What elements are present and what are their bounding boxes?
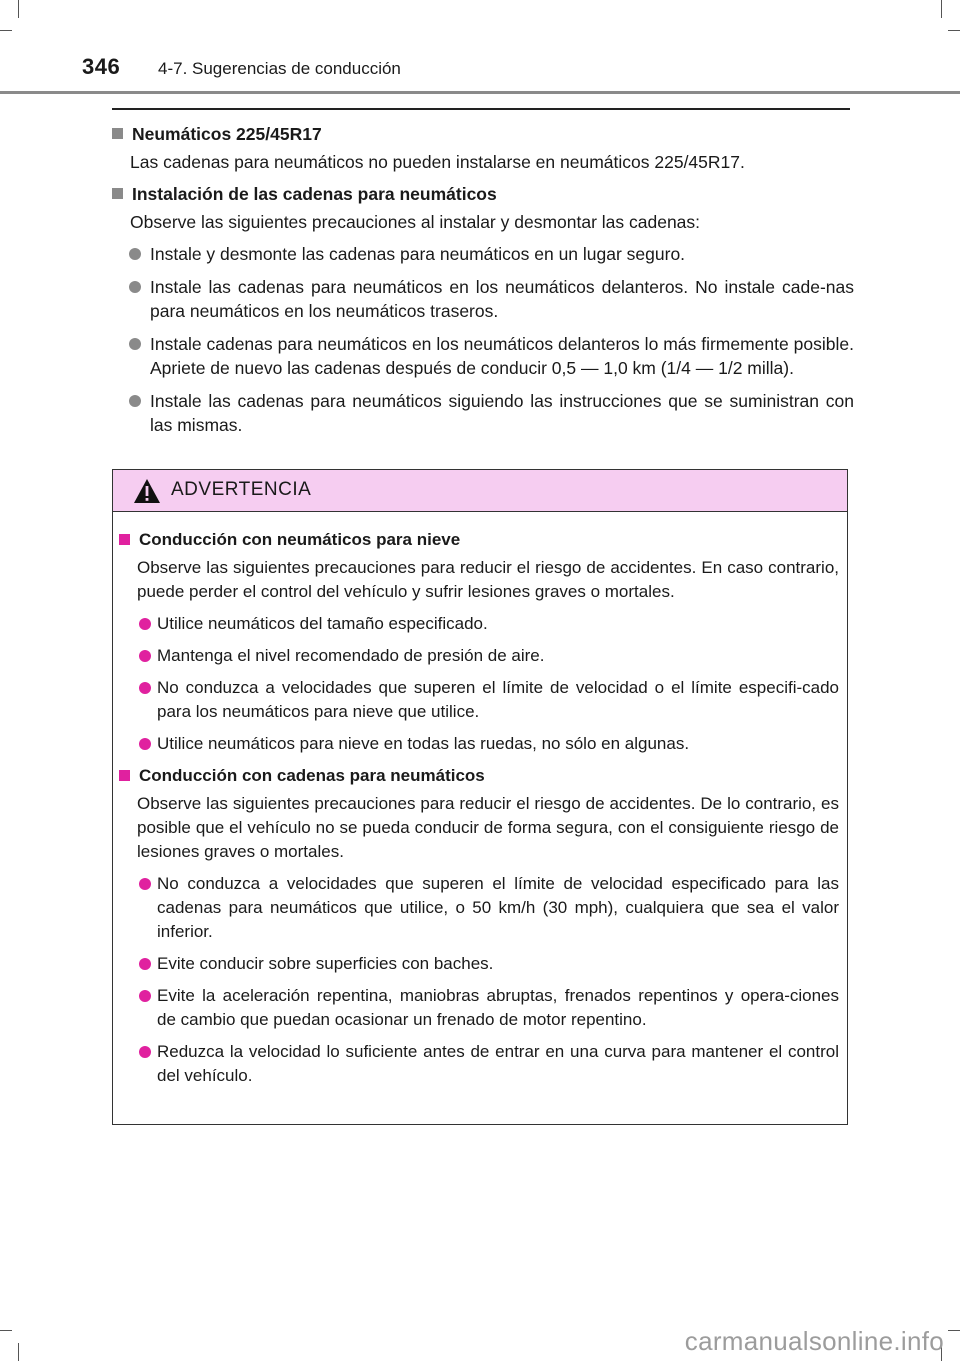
warning-section <box>117 764 839 1088</box>
bullet-dot-icon <box>139 958 151 970</box>
warning-box <box>112 469 848 1125</box>
list-item: No conduzca a velocidades que superen el límite de velocidad especificado para las cadenas para neumáticos que utilice, o 50 km/h (30 mph), cualquiera que sea el valor inferior. <box>117 872 839 944</box>
list-item: Utilice neumáticos para nieve en todas las ruedas, no sólo en algunas. <box>117 732 839 756</box>
square-bullet-icon <box>112 188 123 199</box>
bullet-dot-icon <box>129 338 141 350</box>
list-item: Instale y desmonte las cadenas para neumáticos en un lugar seguro. <box>112 242 854 266</box>
list-item: Mantenga el nivel recomendado de presión de aire. <box>117 644 839 668</box>
bullet-dot-icon <box>139 650 151 662</box>
bullet-dot-icon <box>129 395 141 407</box>
bullet-dot-icon <box>129 248 141 260</box>
section-heading: Conducción con neumáticos para nieve <box>117 528 839 552</box>
list-item: Evite la aceleración repentina, maniobras abruptas, frenados repentinos y opera-ciones de cambio que puedan ocasionar un frenado de motor repentino. <box>117 984 839 1032</box>
square-bullet-icon <box>112 128 123 139</box>
section-text: Observe las siguientes precauciones al instalar y desmontar las cadenas: <box>130 212 701 232</box>
square-bullet-icon <box>119 534 130 545</box>
section-heading: Instalación de las cadenas para neumáticos <box>112 182 854 206</box>
warning-triangle-icon <box>133 478 161 504</box>
bullet-dot-icon <box>139 618 151 630</box>
list-item: Utilice neumáticos del tamaño especificado. <box>117 612 839 636</box>
warning-label: ADVERTENCIA <box>171 479 312 500</box>
section-text: Observe las siguientes precauciones para reducir el riesgo de accidentes. En caso contrario, puede perder el control del vehículo y sufrir lesiones graves o mortales. <box>137 558 839 601</box>
section-heading: Conducción con cadenas para neumáticos <box>117 764 839 788</box>
bullet-dot-icon <box>139 682 151 694</box>
crop-mark <box>0 30 12 31</box>
warning-body <box>113 512 847 1088</box>
list-item: Evite conducir sobre superficies con baches. <box>117 952 839 976</box>
list-item: Reduzca la velocidad lo suficiente antes de entrar en una curva para mantener el control del vehículo. <box>117 1040 839 1088</box>
crop-mark <box>18 1343 19 1361</box>
main-content <box>112 122 854 446</box>
bullet-dot-icon <box>129 281 141 293</box>
list-item: No conduzca a velocidades que superen el límite de velocidad o el límite especifi-cado para los neumáticos para nieve que utilice. <box>117 676 839 724</box>
divider <box>112 108 850 110</box>
list-item: Instale las cadenas para neumáticos en los neumáticos delanteros. No instale cade-nas para neumáticos en los neumáticos traseros. <box>112 275 854 323</box>
crop-mark <box>948 1330 960 1331</box>
page-number: 346 <box>82 54 121 79</box>
square-bullet-icon <box>119 770 130 781</box>
crop-mark <box>948 30 960 31</box>
section-title: 4-7. Sugerencias de conducción <box>158 59 401 78</box>
warning-header <box>113 470 847 512</box>
header-rule <box>0 91 960 94</box>
bullet-dot-icon <box>139 990 151 1002</box>
crop-mark <box>0 1330 12 1331</box>
section-text: Observe las siguientes precauciones para reducir el riesgo de accidentes. De lo contrario, es posible que el vehículo no se pueda conducir de forma segura, con el consiguiente riesgo de lesiones graves o mortales. <box>137 794 839 861</box>
bullet-dot-icon <box>139 738 151 750</box>
section <box>112 122 854 174</box>
list-item: Instale cadenas para neumáticos en los neumáticos delanteros lo más firmemente posible. Apriete de nuevo las cadenas después de conducir 0,5 — 1,0 km (1/4 — 1/2 milla). <box>112 332 854 380</box>
section-heading: Neumáticos 225/45R17 <box>112 122 854 146</box>
bullet-dot-icon <box>139 1046 151 1058</box>
section-text: Las cadenas para neumáticos no pueden instalarse en neumáticos 225/45R17. <box>130 152 745 172</box>
crop-mark <box>18 0 19 18</box>
bullet-dot-icon <box>139 878 151 890</box>
watermark: carmanualsonline.info <box>684 1326 944 1356</box>
warning-section <box>117 528 839 756</box>
list-item: Instale las cadenas para neumáticos siguiendo las instrucciones que se suministran con las mismas. <box>112 389 854 437</box>
crop-mark <box>941 0 942 18</box>
section <box>112 182 854 437</box>
